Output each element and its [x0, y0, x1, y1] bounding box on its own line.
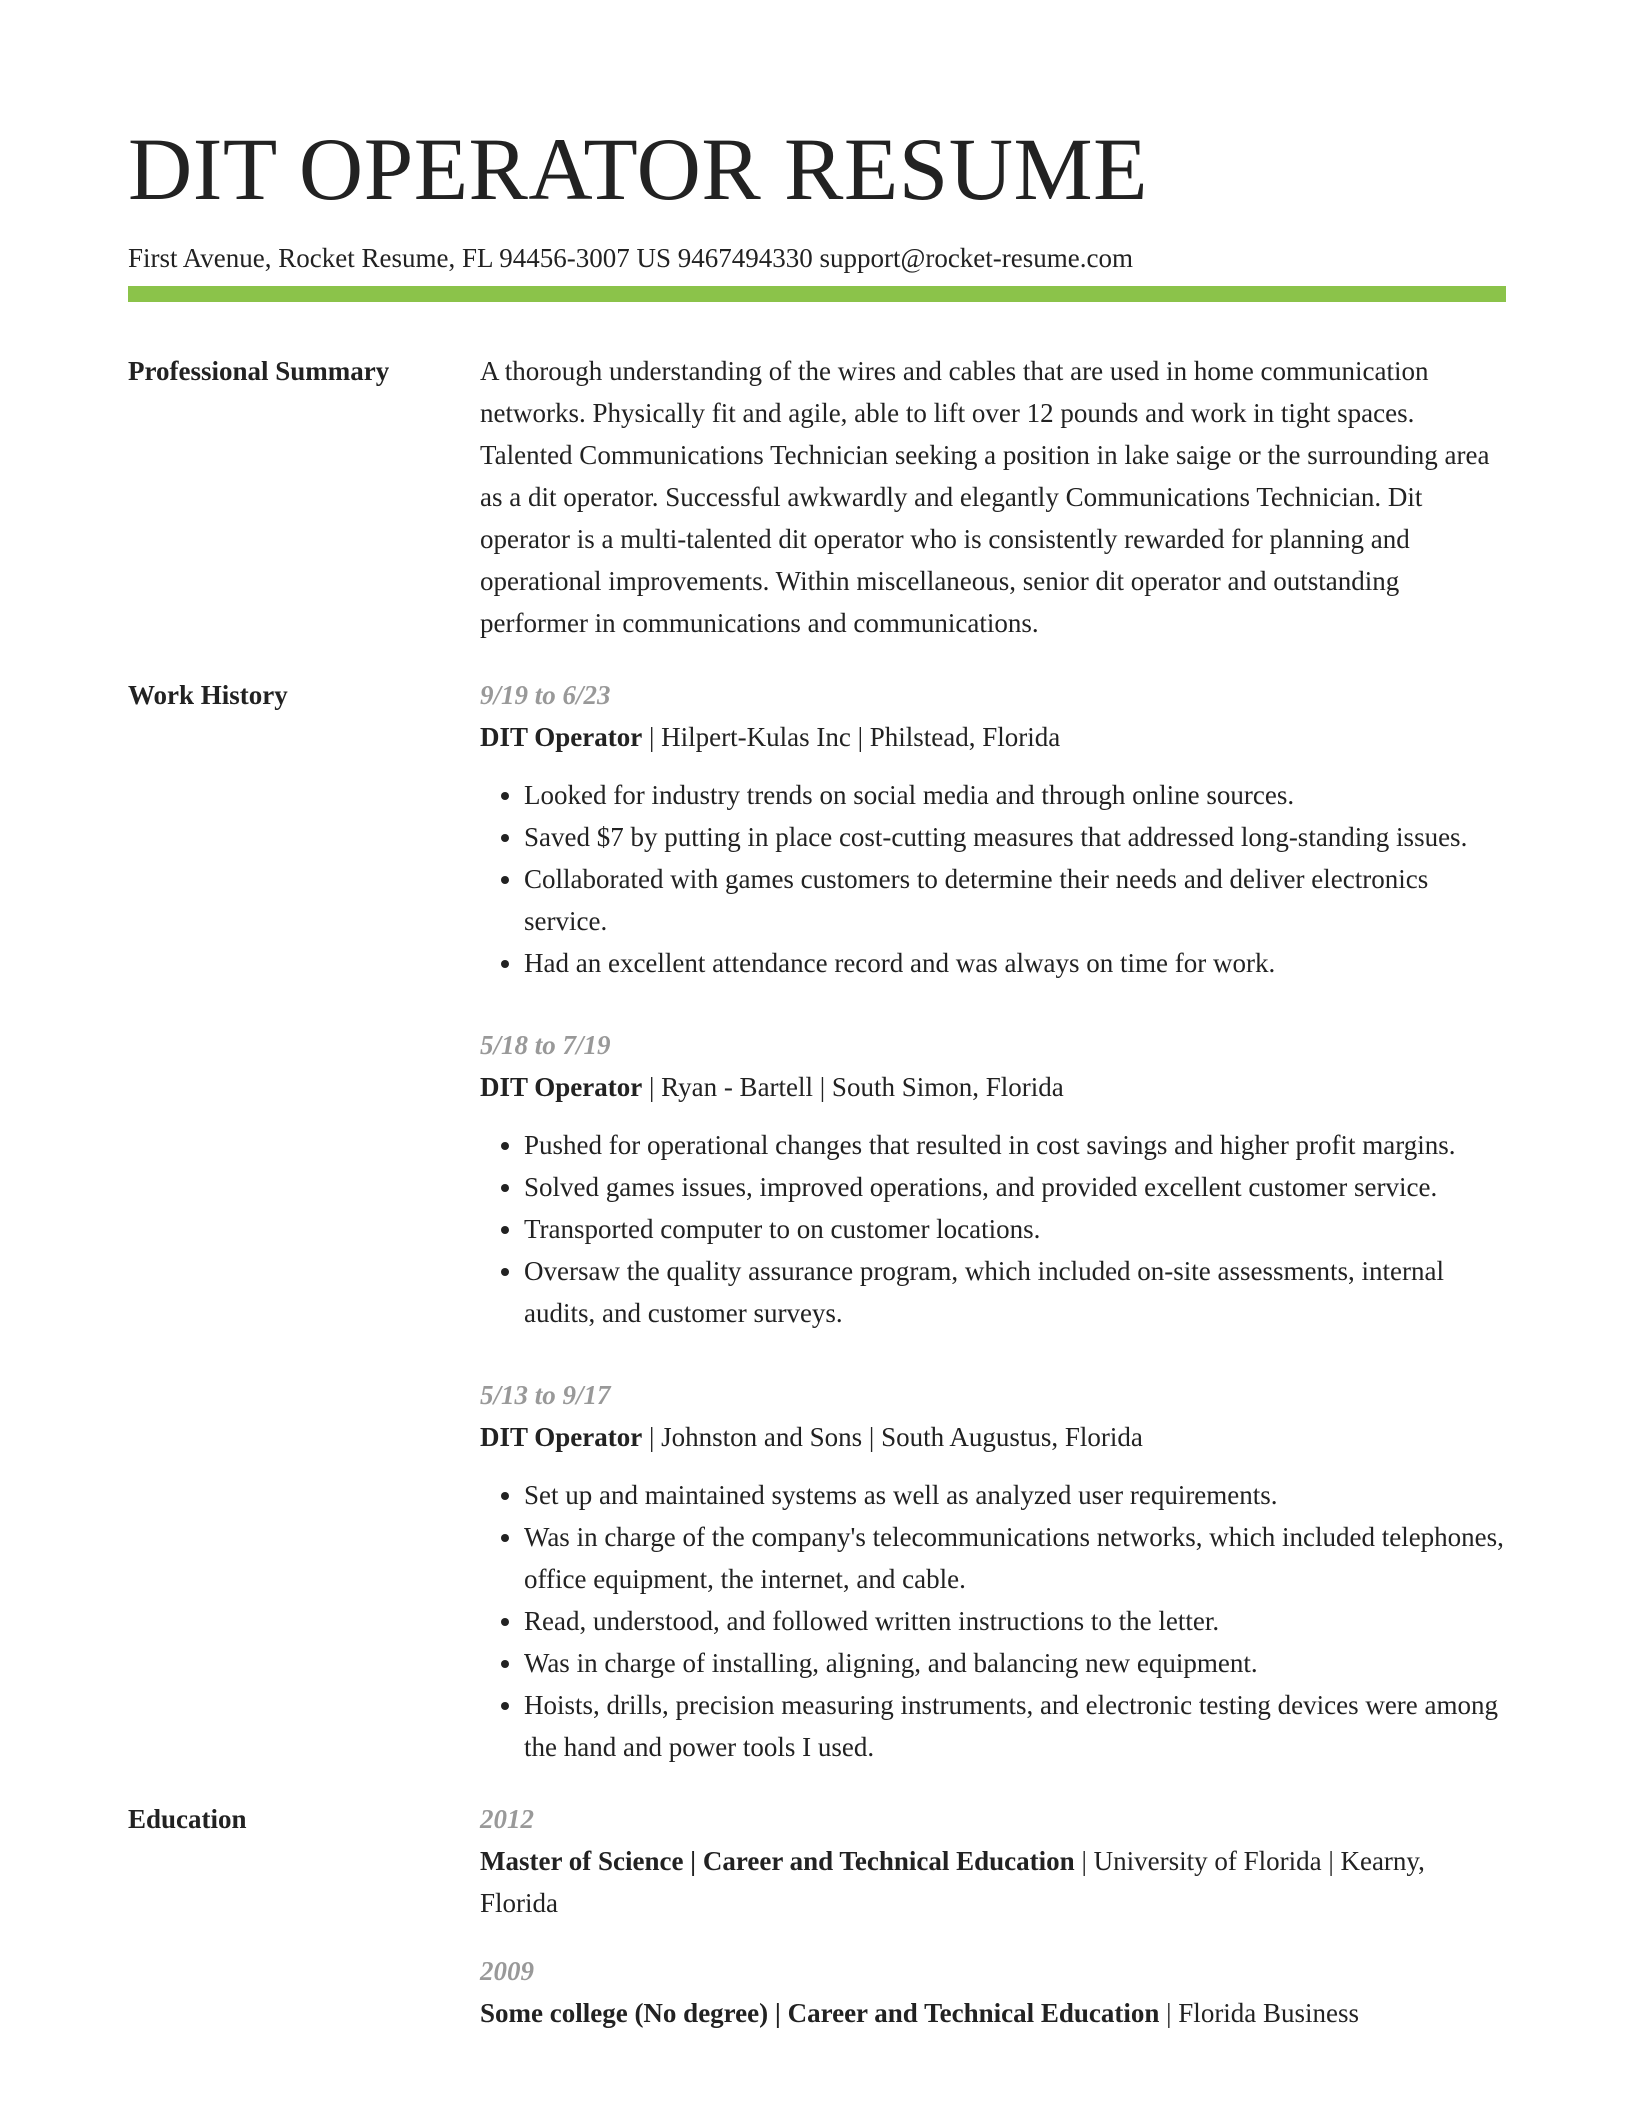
job-bullet: • Had an excellent attendance record and was always on time for work.	[524, 942, 1506, 984]
work-history-body	[480, 674, 1506, 1768]
job-dates: 5/13 to 9/17	[480, 1380, 611, 1410]
job-bullet: • Was in charge of the company's telecommunications networks, which included telephones, office equipment, the internet, and cable.	[524, 1516, 1506, 1600]
education-degree: Some college (No degree) | Career and Technical Education	[480, 1998, 1160, 2028]
education-section	[128, 1798, 1506, 2060]
job-role: DIT Operator	[480, 722, 643, 752]
summary-text: A thorough understanding of the wires and cables that are used in home communication networks. Physically fit and agile, able to lift over 12 pounds and work in tight spaces. Talented Communications Technician seeking a position in lake saige or the surrounding area as a dit operator. Successful awkwardly and elegantly Communications Technician. Dit operator is a multi-talented dit operator who is consistently rewarded for planning and operational improvements. Within miscellaneous, senior dit operator and outstanding performer in communications and communications.	[480, 356, 1490, 638]
education-degree: Master of Science | Career and Technical Education	[480, 1846, 1075, 1876]
job-bullets	[480, 1124, 1506, 1334]
accent-divider	[128, 286, 1506, 302]
job-bullet: • Read, understood, and followed written instructions to the letter.	[524, 1600, 1506, 1642]
resume-header	[128, 112, 1506, 278]
education-line	[480, 1840, 1506, 1924]
job-bullet: • Set up and maintained systems as well as analyzed user requirements.	[524, 1474, 1506, 1516]
education-year: 2012	[480, 1804, 534, 1834]
job-bullet: • Solved games issues, improved operations, and provided excellent customer service.	[524, 1166, 1506, 1208]
job-details: | Ryan - Bartell | South Simon, Florida	[642, 1072, 1064, 1102]
summary-body	[480, 350, 1506, 644]
job-bullet: • Was in charge of installing, aligning, and balancing new equipment.	[524, 1642, 1506, 1684]
job-details: | Hilpert-Kulas Inc | Philstead, Florida	[642, 722, 1061, 752]
job-bullets	[480, 1474, 1506, 1768]
education-entry	[480, 1950, 1506, 2034]
job-dates: 5/18 to 7/19	[480, 1030, 611, 1060]
work-history-heading: Work History	[128, 680, 288, 710]
education-details: | Florida Business	[1159, 1998, 1360, 2028]
job-bullets	[480, 774, 1506, 984]
contact-line: First Avenue, Rocket Resume, FL 94456-3007 US 9467494330 support@rocket-resume.com	[128, 243, 1133, 273]
education-heading: Education	[128, 1804, 247, 1834]
summary-heading: Professional Summary	[128, 356, 390, 386]
job-details: | Johnston and Sons | South Augustus, Florida	[642, 1422, 1143, 1452]
job-dates: 9/19 to 6/23	[480, 680, 611, 710]
job-bullet: • Oversaw the quality assurance program, which included on-site assessments, internal audits, and customer surveys.	[524, 1250, 1506, 1334]
resume-sections	[128, 350, 1506, 2090]
job-bullet: • Collaborated with games customers to determine their needs and deliver electronics service.	[524, 858, 1506, 942]
job-title-line	[480, 716, 1506, 758]
job-bullet: • Transported computer to on customer locations.	[524, 1208, 1506, 1250]
education-line	[480, 1992, 1506, 2034]
education-entry	[480, 1798, 1506, 1924]
job-title-line	[480, 1066, 1506, 1108]
job-entry	[480, 674, 1506, 984]
work-history-section	[128, 674, 1506, 1768]
summary-section	[128, 350, 1506, 644]
education-details: | University of Florida | Kearny, Florida	[480, 1846, 1425, 1918]
job-role: DIT Operator	[480, 1072, 643, 1102]
job-bullet: • Saved $7 by putting in place cost-cutting measures that addressed long-standing issues.	[524, 816, 1506, 858]
job-bullet: • Hoists, drills, precision measuring instruments, and electronic testing devices were among the hand and power tools I used.	[524, 1684, 1506, 1768]
job-bullet: • Looked for industry trends on social media and through online sources.	[524, 774, 1506, 816]
job-title-line	[480, 1416, 1506, 1458]
job-entry	[480, 1024, 1506, 1334]
job-role: DIT Operator	[480, 1422, 643, 1452]
job-bullet: • Pushed for operational changes that resulted in cost savings and higher profit margins.	[524, 1124, 1506, 1166]
education-body	[480, 1798, 1506, 2060]
job-entry	[480, 1374, 1506, 1768]
education-year: 2009	[480, 1956, 534, 1986]
resume-title: DIT OPERATOR RESUME	[128, 121, 1148, 219]
